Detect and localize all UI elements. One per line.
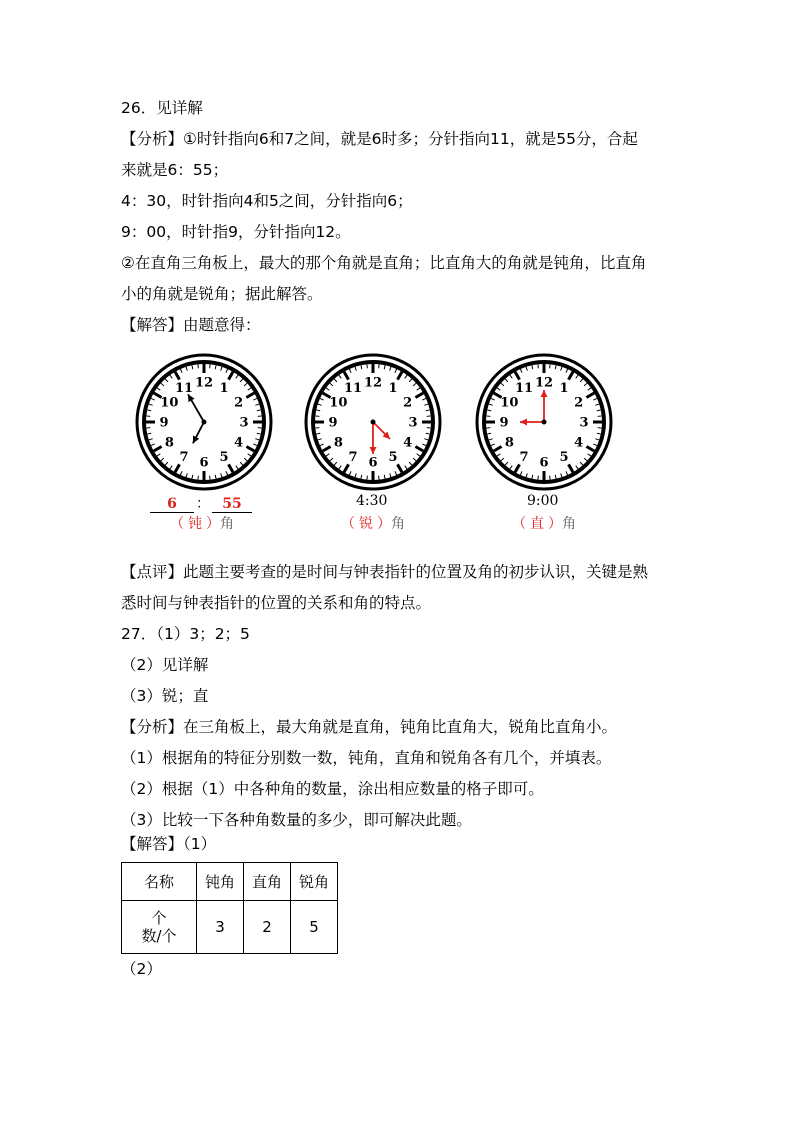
dial-number: 5 (388, 450, 398, 466)
dial-number: 5 (559, 450, 569, 466)
clock-1-minute-blank: 55 (212, 496, 252, 513)
dial-number: 7 (348, 450, 358, 466)
q26-angle-line1: ②在直角三角板上，最大的那个角就是直角；比直角大的角就是钝角，比直角 (121, 254, 647, 272)
q27-analysis-1: （1）根据角的特征分别数一数，钝角，直角和锐角各有几个，并填表。 (121, 749, 612, 767)
q26-analysis-line2: 来就是6：55； (121, 161, 229, 179)
clock-1-angle-answer: 钝 (188, 516, 202, 532)
dial-number: 7 (179, 450, 189, 466)
clock-center (202, 420, 207, 425)
dial-number: 12 (534, 375, 554, 391)
dial-number: 9 (328, 415, 338, 431)
dial-number: 7 (519, 450, 529, 466)
dial-number: 6 (368, 455, 378, 471)
q27-part3: （3）锐；直 (121, 687, 209, 705)
clock-2-time: 4:30 (356, 493, 388, 509)
table-header-name: 名称 (122, 863, 197, 901)
q27-analysis-3: （3）比较一下各种角数量的多少，即可解决此题。 (121, 811, 472, 829)
dial-number: 2 (403, 395, 413, 411)
clock-2-angle-answer: 锐 (359, 516, 373, 532)
q27-analysis-2: （2）根据（1）中各种角的数量，涂出相应数量的格子即可。 (121, 780, 544, 798)
table-header-acute: 锐角 (291, 863, 338, 901)
dial-number: 6 (199, 455, 209, 471)
q26-analysis-line1: 【分析】①时针指向6和7之间，就是6时多；分针指向11，就是55分，合起 (121, 130, 638, 148)
q27-part2: （2）见详解 (121, 656, 209, 674)
dial-number: 9 (159, 415, 169, 431)
dial-number: 4 (403, 435, 413, 451)
dial-number: 11 (514, 380, 534, 396)
dial-number: 4 (574, 435, 584, 451)
dial-number: 10 (160, 395, 179, 411)
dial-number: 12 (194, 375, 214, 391)
dial-number: 8 (333, 435, 343, 451)
table-value-obtuse: 3 (197, 901, 244, 954)
table-value-right: 2 (244, 901, 291, 954)
q27-analysis: 【分析】在三角板上，最大角就是直角，钝角比直角大，锐角比直角小。 (121, 718, 618, 736)
dial-number: 2 (574, 395, 584, 411)
dial-number: 9 (499, 415, 509, 431)
dial-number: 3 (579, 415, 589, 431)
q26-comment-line1: 【点评】此题主要考查的是时间与钟表指针的位置及角的初步认识，关键是熟 (121, 563, 649, 581)
dial-number: 1 (559, 380, 569, 396)
clock-1-angle: （ 钝 ）角 (170, 516, 234, 532)
dial-number: 1 (219, 380, 229, 396)
clock-3 (474, 352, 614, 492)
q26-line-430: 4：30，时针指向4和5之间，分针指向6； (121, 192, 413, 210)
dial-number: 5 (219, 450, 229, 466)
dial-number: 8 (164, 435, 174, 451)
dial-number: 3 (408, 415, 418, 431)
clock-3-time: 9:00 (527, 493, 559, 509)
table-header-obtuse: 钝角 (197, 863, 244, 901)
q26-comment-line2: 悉时间与钟表指针的位置的关系和角的特点。 (121, 594, 432, 612)
clock-3-angle: （ 直 ）角 (512, 516, 576, 532)
dial-number: 8 (504, 435, 514, 451)
clock-1-hour-blank: 6 (150, 496, 194, 513)
table-row-label: 个 数/个 (122, 901, 197, 954)
dial-number: 3 (239, 415, 249, 431)
q27-title: 27．（1）3；2；5 (121, 625, 250, 643)
clock-1-time (150, 493, 252, 513)
dial-number: 4 (234, 435, 244, 451)
table-value-acute: 5 (291, 901, 338, 954)
q26-angle-line2: 小的角就是锐角；据此解答。 (121, 285, 323, 303)
angle-count-table (121, 862, 338, 954)
clock-2-angle: （ 锐 ）角 (341, 516, 405, 532)
clock-center (371, 420, 376, 425)
q26-line-900: 9：00，时针指9，分针指向12。 (121, 223, 351, 241)
dial-number: 6 (539, 455, 549, 471)
dial-number: 2 (234, 395, 244, 411)
clock-1 (134, 352, 274, 492)
dial-number: 10 (500, 395, 519, 411)
dial-number: 11 (343, 380, 363, 396)
dial-number: 10 (329, 395, 348, 411)
dial-number: 12 (363, 375, 383, 391)
clock-2 (303, 352, 443, 492)
clock-3-angle-answer: 直 (530, 516, 544, 532)
q26-solution: 【解答】由题意得： (121, 316, 261, 334)
q26-title: 26．见详解 (121, 99, 203, 117)
dial-number: 11 (174, 380, 194, 396)
clock-1-time-sep: ： (196, 496, 210, 512)
q27-part2-end: （2） (121, 960, 162, 978)
q27-solution: 【解答】（1） (121, 835, 217, 853)
table-header-right: 直角 (244, 863, 291, 901)
clock-center (542, 420, 547, 425)
dial-number: 1 (388, 380, 398, 396)
